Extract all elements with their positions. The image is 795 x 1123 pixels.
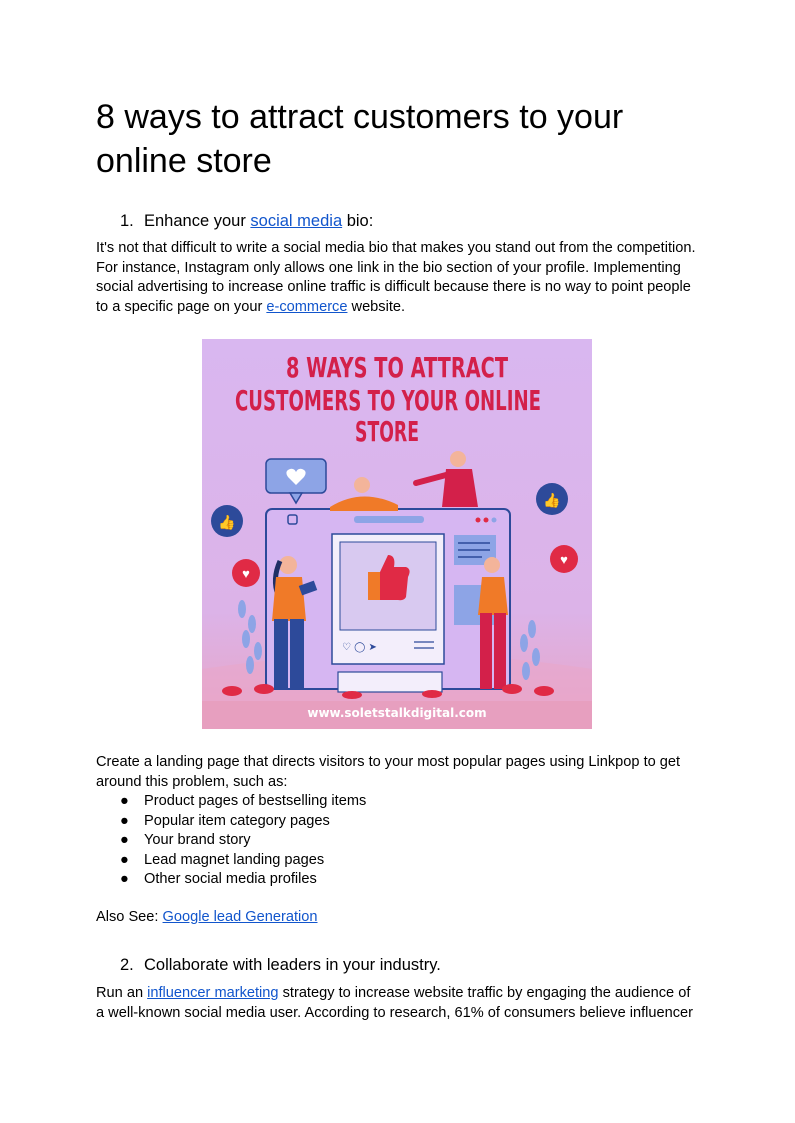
also-see-label: Also See: xyxy=(96,909,163,925)
bullet-icon: ● xyxy=(120,832,129,848)
also-see-line xyxy=(96,908,701,928)
page-title: 8 ways to attract customers to your online store xyxy=(96,98,624,180)
person-leg xyxy=(290,619,304,689)
thumbs-up-icon xyxy=(368,572,380,600)
bullet-icon: ● xyxy=(120,793,129,809)
hero-image xyxy=(202,339,592,729)
paragraph-influencer xyxy=(96,984,701,1023)
bullet-icon: ● xyxy=(120,851,129,868)
person-head xyxy=(450,451,466,467)
section-text xyxy=(144,211,373,231)
hero-headline-line: 8 WAYS TO ATTRACT xyxy=(286,351,508,384)
window-dot-icon xyxy=(492,518,497,523)
person-body xyxy=(478,577,508,615)
bullet-icon: ● xyxy=(120,871,129,887)
heart-symbol: ♥ xyxy=(560,552,568,567)
paragraph-intro xyxy=(96,239,701,317)
person-head xyxy=(279,556,297,574)
influencer-marketing-link[interactable]: influencer marketing xyxy=(147,985,279,1001)
list-item-text: Popular item category pages xyxy=(144,812,330,829)
list-item xyxy=(96,831,366,851)
second-post-card xyxy=(338,672,442,692)
person-leg xyxy=(274,619,288,689)
paragraph-text: Run an xyxy=(96,985,148,1001)
heading-text: Enhance your xyxy=(144,212,251,230)
list-item-text: Other social media profiles xyxy=(144,871,317,887)
bullet-icon: ● xyxy=(120,812,129,829)
paragraph-text: It's not that difficult to write a social media bio that makes you stand out from the competition. For instance, Instagram only allows one link in the bio section of your profile. Implementing social advertising to increase online traffic is difficult because there is no way to point people to a specific page on your xyxy=(96,240,696,315)
social-media-link[interactable]: social media xyxy=(250,212,343,230)
list-item-text: Your brand story xyxy=(144,832,251,848)
hero-illustration xyxy=(202,339,592,729)
list-item xyxy=(96,870,366,890)
address-bar xyxy=(354,516,424,523)
person-leg xyxy=(480,613,492,689)
section-text: Collaborate with leaders in your industry. xyxy=(144,956,441,974)
person-body xyxy=(272,577,306,621)
window-dot-icon xyxy=(476,518,481,523)
hero-headline-line: STORE xyxy=(355,415,419,448)
section-heading-2 xyxy=(96,955,696,975)
list-item xyxy=(96,851,366,871)
bullet-list xyxy=(96,792,366,890)
list-item-text: Product pages of bestselling items xyxy=(144,793,367,809)
post-actions-icons: ♡ ◯ ➤ xyxy=(342,642,377,653)
thumbs-up-symbol: 👍 xyxy=(543,492,561,508)
list-item xyxy=(96,792,366,812)
section-heading-1 xyxy=(96,211,696,231)
thumbs-up-symbol: 👍 xyxy=(218,514,236,530)
hero-url: www.soletstalkdigital.com xyxy=(307,706,487,720)
section-number: 1. xyxy=(120,212,134,230)
person-head xyxy=(354,477,370,493)
heart-symbol: ♥ xyxy=(242,566,250,581)
google-lead-generation-link[interactable]: Google lead Generation xyxy=(162,909,318,925)
section-number: 2. xyxy=(120,956,134,974)
paragraph-text-end: strategy to increase website traffic by engaging the audience of a well-known social media user. According to research, 61% of consumers believe influencer xyxy=(96,985,694,1021)
list-item xyxy=(96,812,366,832)
hero-headline-line: CUSTOMERS TO YOUR ONLINE xyxy=(235,384,541,417)
ecommerce-link[interactable]: e-commerce xyxy=(266,298,348,315)
heading-text-end: bio: xyxy=(342,212,374,230)
person-head xyxy=(484,557,500,573)
list-item-text: Lead magnet landing pages xyxy=(144,851,325,868)
paragraph-landing: Create a landing page that directs visitors to your most popular pages using Linkpop to get around this problem, such as: xyxy=(96,754,681,790)
person-leg xyxy=(494,613,506,689)
window-dot-icon xyxy=(484,518,489,523)
paragraph-text-end: website. xyxy=(347,298,406,315)
